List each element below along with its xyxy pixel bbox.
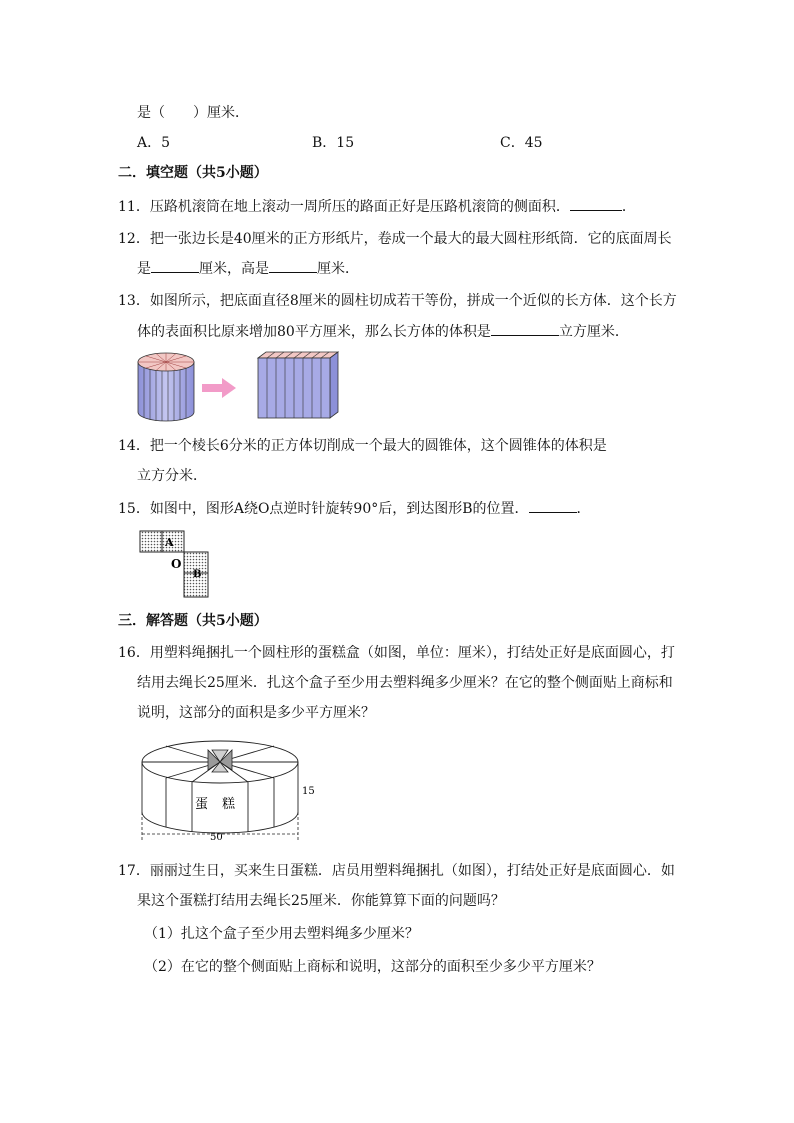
- question-text: 把一张边长是40厘米的正方形纸片，卷成一个最大的最大圆柱形纸筒．它的底面周长: [149, 231, 672, 247]
- q10-option-c: C．45: [500, 135, 543, 151]
- bow-knot-icon: [208, 750, 232, 772]
- question-text: 是: [137, 261, 151, 277]
- question-number: 14．: [118, 438, 150, 454]
- question-text: 把一个棱长6分米的正方体切削成一个最大的圆锥体，这个圆锥体的体积是: [149, 438, 607, 454]
- cuboid-shape: [258, 352, 338, 418]
- question-text: 如图所示，把底面直径8厘米的圆柱切成若干等份，拼成一个近似的长方体．这个长方: [149, 293, 677, 309]
- question-16-line1: [118, 643, 675, 663]
- answer-blank: [151, 258, 199, 273]
- q10-text-tail: 是（ ）厘米．: [137, 105, 249, 121]
- cake-box-figure: [136, 738, 326, 850]
- cylinder-to-cuboid-figure: [134, 350, 344, 430]
- arrow-right-icon: [202, 378, 236, 398]
- question-17-sub1: （1）扎这个盒子至少用去塑料绳多少厘米？: [144, 926, 419, 942]
- section-fill-in-title: 二．填空题（共5小题）: [118, 165, 268, 181]
- question-text: 如图中，图形A绕O点逆时针旋转90°后，到达图形B的位置．: [149, 501, 529, 517]
- section-solve-title: 三．解答题（共5小题）: [118, 613, 268, 629]
- question-text: 压路机滚筒在地上滚动一周所压的路面正好是压路机滚筒的侧面积．: [149, 199, 570, 215]
- question-number: 17．: [118, 863, 150, 879]
- question-number: 13．: [118, 293, 150, 309]
- shape-a: [140, 531, 184, 552]
- question-15: [118, 498, 591, 519]
- question-tail: ．: [621, 199, 636, 215]
- question-11: [118, 196, 636, 217]
- height-label: 15: [302, 786, 315, 797]
- answer-blank: [491, 321, 559, 336]
- question-17-line2: 果这个蛋糕打结用去绳长25厘米．你能算算下面的问题吗？: [137, 893, 505, 909]
- q10-option-b: B．15: [312, 135, 355, 151]
- question-number: 15．: [118, 501, 150, 517]
- question-number: 12．: [118, 231, 150, 247]
- rotation-figure: [138, 528, 218, 600]
- question-text: 用塑料绳捆扎一个圆柱形的蛋糕盒（如图，单位：厘米），打结处正好是底面圆心，打: [149, 645, 675, 661]
- question-17-line1: [118, 861, 675, 881]
- cake-label-2: 糕: [222, 797, 236, 812]
- diameter-label: 50: [210, 832, 223, 843]
- question-12-line2: [137, 258, 359, 279]
- cylinder-shape: [138, 353, 194, 421]
- question-text: 体的表面积比原来增加80平方厘米，那么长方体的体积是: [137, 324, 491, 340]
- question-text: 厘米．: [317, 261, 359, 277]
- question-text: 立方厘米．: [558, 324, 629, 340]
- question-text: 厘米，高是: [199, 261, 269, 277]
- label-a: A: [165, 536, 174, 549]
- answer-blank: [529, 498, 577, 513]
- question-16-line3: 说明，这部分的面积是多少平方厘米？: [137, 705, 375, 721]
- question-number: 11．: [118, 199, 150, 215]
- question-12-line1: [118, 229, 672, 249]
- question-16-line2: 结用去绳长25厘米．扎这个盒子至少用去塑料绳多少厘米？在它的整个侧面贴上商标和: [137, 675, 673, 691]
- question-14-line2: 立方分米．: [137, 468, 207, 484]
- question-17-sub2: （2）在它的整个侧面贴上商标和说明，这部分的面积至少多少平方厘米？: [144, 959, 601, 975]
- question-tail: ．: [576, 501, 591, 517]
- question-13-line2: [137, 321, 629, 342]
- q10-option-a: A．5: [137, 135, 171, 151]
- question-14-line1: [118, 436, 607, 456]
- question-text: 丽丽过生日，买来生日蛋糕．店员用塑料绳捆扎（如图），打结处正好是底面圆心．如: [149, 863, 675, 879]
- cake-label-1: 蛋: [195, 797, 209, 812]
- answer-blank: [570, 196, 622, 211]
- answer-blank: [269, 258, 317, 273]
- question-13-line1: [118, 291, 677, 311]
- question-number: 16．: [118, 645, 150, 661]
- label-b: B: [193, 569, 202, 580]
- label-o: O: [171, 557, 182, 571]
